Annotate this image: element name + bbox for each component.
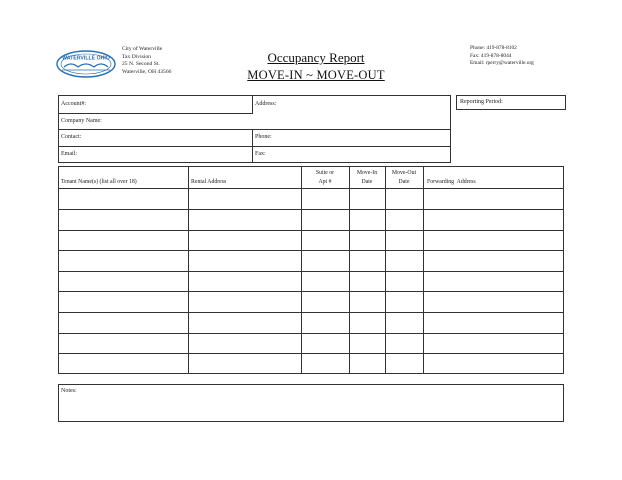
address-field[interactable]: Address: xyxy=(255,101,277,107)
col-header-move-in: Move-In Date xyxy=(356,170,378,185)
org-line: Tax Division xyxy=(122,53,151,60)
org-line: 25 N. Second St. xyxy=(122,61,160,68)
contact-phone: Phone: 419-878-8102 xyxy=(470,45,517,51)
notes-label: Notes: xyxy=(61,388,77,394)
phone-field[interactable]: Phone: xyxy=(255,134,272,140)
report-subtitle: MOVE-IN ~ MOVE-OUT xyxy=(247,68,385,82)
company-name-field[interactable]: Company Name: xyxy=(61,118,102,124)
reporting-period-field[interactable]: Reporting Period: xyxy=(460,99,503,105)
account-number-field[interactable]: Account#: xyxy=(61,101,86,107)
col-header-forwarding-address: Forwarding Address xyxy=(427,179,476,185)
logo-text: WATERVILLE OHIO xyxy=(62,55,110,62)
col-header-tenant: Tenant Name(s) (list all over 18) xyxy=(61,179,137,185)
email-field[interactable]: Email: xyxy=(61,151,77,157)
report-title-block xyxy=(226,50,406,83)
org-line: City of Waterville xyxy=(122,46,163,52)
fax-field[interactable]: Fax: xyxy=(255,151,266,157)
tenant-table xyxy=(58,166,564,374)
col-header-rental-address: Rental Address xyxy=(191,179,227,185)
report-title: Occupancy Report xyxy=(267,50,365,65)
org-address-block xyxy=(122,46,171,76)
contact-fax: Fax: 419-878-8044 xyxy=(470,52,512,59)
city-seal-logo xyxy=(56,50,116,78)
contact-block xyxy=(470,45,534,68)
col-header-suite: Suite or Apt # xyxy=(315,170,335,185)
col-header-move-out: Move-Out Date xyxy=(391,170,417,185)
contact-email: Email: rperry@waterville.org xyxy=(470,60,534,67)
org-line: Waterville, OH 43566 xyxy=(122,68,172,75)
notes-box[interactable] xyxy=(58,384,564,422)
contact-field[interactable]: Contact: xyxy=(61,134,82,140)
